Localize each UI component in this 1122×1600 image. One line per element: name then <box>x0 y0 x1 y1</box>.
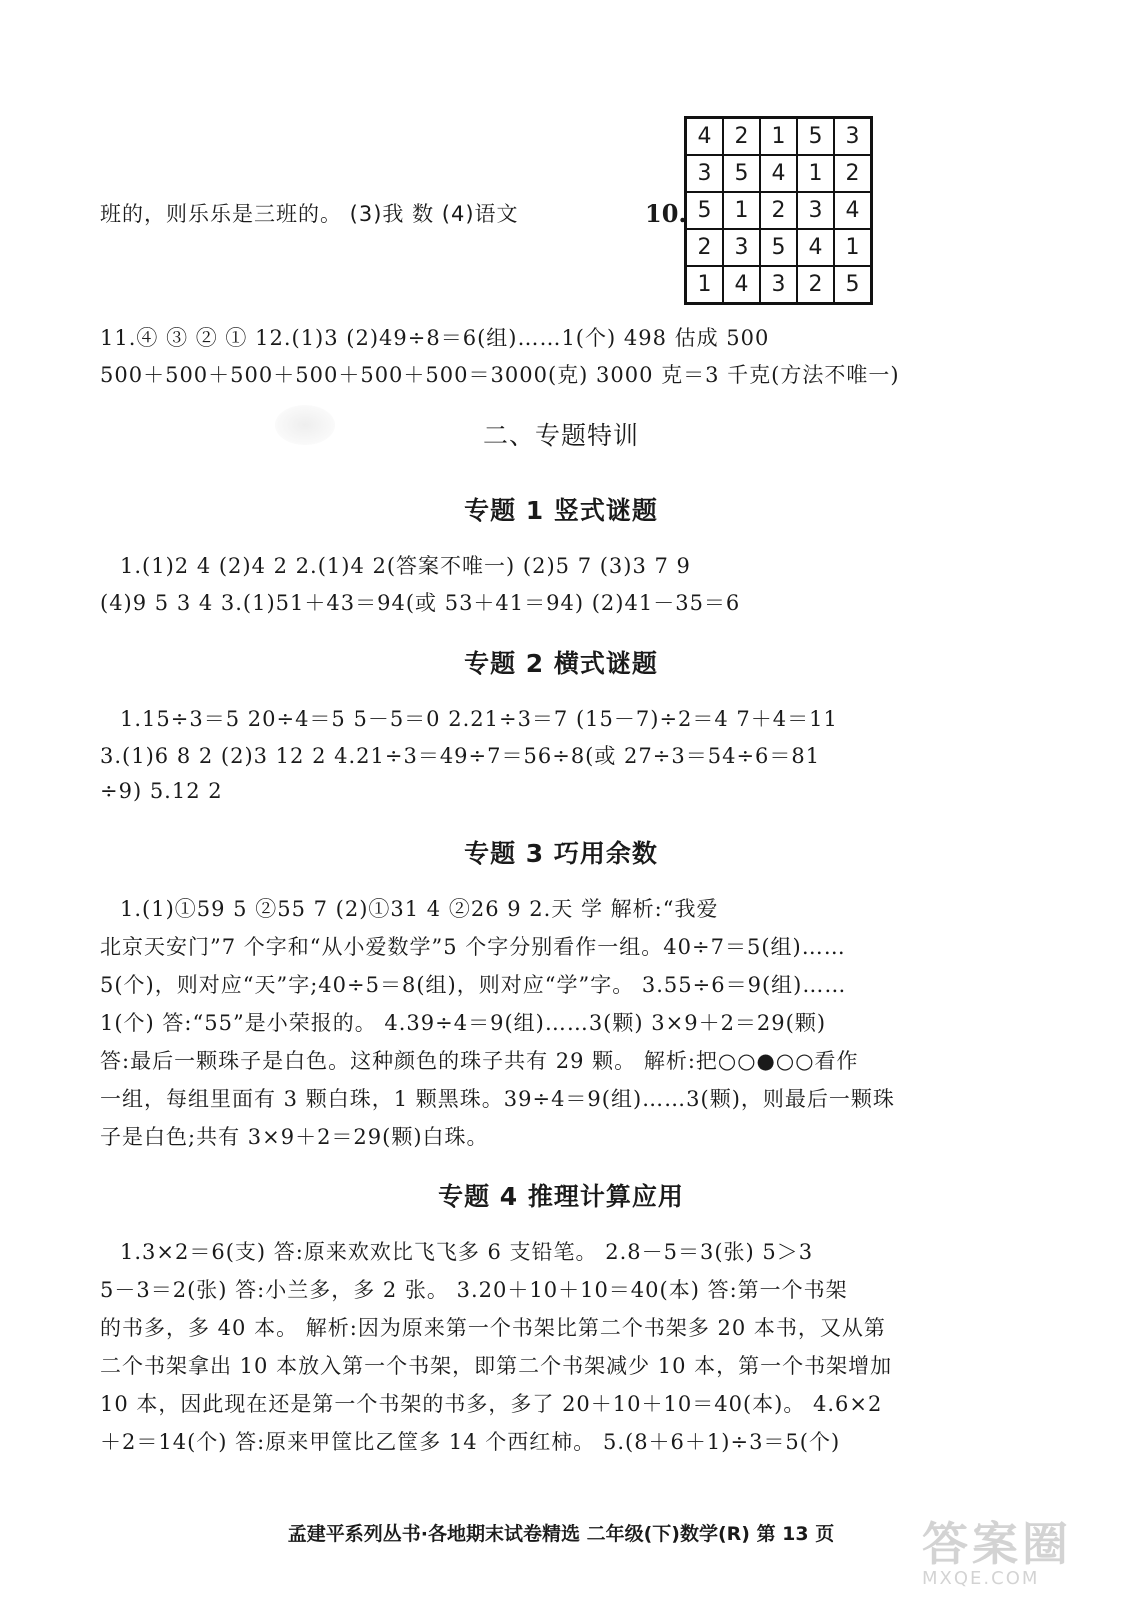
watermark-url: MXQE.COM <box>922 1568 1040 1589</box>
grid-cell: 5 <box>686 192 724 229</box>
topic-2-line: 3.(1)6 8 2 (2)3 12 2 4.21÷3＝49÷7＝56÷8(或 27÷3＝54÷6＝81 <box>100 744 821 768</box>
topic-3-line: 一组，每组里面有 3 颗白珠，1 颗黑珠。39÷4＝9(组)……3(颗)，则最后一颗珠 <box>100 1087 895 1111</box>
answer-line-3: 500＋500＋500＋500＋500＋500＝3000(克) 3000 克＝3 千克(方法不唯一) <box>100 363 900 387</box>
grid-cell: 2 <box>797 266 834 304</box>
topic-3-line: 北京天安门”7 个字和“从小爱数学”5 个字分别看作一组。40÷7＝5(组)…… <box>100 935 846 959</box>
grid-cell: 4 <box>797 229 834 266</box>
grid-cell: 5 <box>834 266 872 304</box>
grid-cell: 5 <box>760 229 797 266</box>
topic-3-line: 答:最后一颗珠子是白色。这种颜色的珠子共有 29 颗。 解析:把○○●○○看作 <box>100 1049 859 1073</box>
page-footer: 孟建平系列丛书·各地期末试卷精选 二年级(下)数学(R) 第 13 页 <box>287 1523 835 1545</box>
topic-4-line: ＋2＝14(个) 答:原来甲筐比乙筐多 14 个西红柿。 5.(8＋6＋1)÷3＝5(个) <box>100 1430 841 1454</box>
q10-label: 10. <box>645 199 687 228</box>
grid-cell: 4 <box>686 118 724 156</box>
topic-3-line: 1(个) 答:“55”是小荣报的。 4.39÷4＝9(组)……3(颗) 3×9＋2＝29(颗) <box>100 1011 827 1035</box>
topic-3-line: 子是白色;共有 3×9＋2＝29(颗)白珠。 <box>100 1125 489 1149</box>
grid-cell: 3 <box>834 118 872 156</box>
grid-cell: 3 <box>797 192 834 229</box>
grid-cell: 3 <box>686 155 724 192</box>
watermark-text: 答案圈 <box>922 1517 1072 1571</box>
grid-cell: 1 <box>686 266 724 304</box>
answer-line-1: 班的，则乐乐是三班的。 (3)我 数 (4)语文 <box>100 202 519 226</box>
topic-1-line: (4)9 5 3 4 3.(1)51＋43＝94(或 53＋41＝94) (2)41－35＝6 <box>100 591 741 615</box>
topic-2-title: 专题 2 横式谜题 <box>464 649 658 678</box>
grid-cell: 5 <box>797 118 834 156</box>
topic-2-line: 1.15÷3＝5 20÷4＝5 5－5＝0 2.21÷3＝7 (15－7)÷2＝4 7＋4＝11 <box>120 707 838 731</box>
topic-4-line: 1.3×2＝6(支) 答:原来欢欢比飞飞多 6 支铅笔。 2.8－5＝3(张) 5＞3 <box>120 1240 814 1264</box>
grid-cell: 1 <box>797 155 834 192</box>
grid-cell: 4 <box>834 192 872 229</box>
grid-cell: 4 <box>760 155 797 192</box>
grid-cell: 1 <box>760 118 797 156</box>
section-title: 二、专题特训 <box>482 421 639 450</box>
grid-cell: 2 <box>834 155 872 192</box>
grid-cell: 1 <box>723 192 760 229</box>
topic-1-line: 1.(1)2 4 (2)4 2 2.(1)4 2(答案不唯一) (2)5 7 (3)3 7 9 <box>120 554 691 578</box>
grid-cell: 3 <box>760 266 797 304</box>
grid-cell: 2 <box>723 118 760 156</box>
watermark-logo <box>922 1517 1102 1590</box>
topic-4-line: 5－3＝2(张) 答:小兰多，多 2 张。 3.20＋10＋10＝40(本) 答:第一个书架 <box>100 1278 848 1302</box>
topic-1-title: 专题 1 竖式谜题 <box>464 496 658 525</box>
answer-line-2: 11.④ ③ ② ① 12.(1)3 (2)49÷8＝6(组)……1(个) 498 估成 500 <box>100 326 770 350</box>
grid-cell: 1 <box>834 229 872 266</box>
topic-4-line: 的书多，多 40 本。 解析:因为原来第一个书架比第二个书架多 20 本书，又从第 <box>100 1316 886 1340</box>
topic-4-title: 专题 4 推理计算应用 <box>438 1182 684 1211</box>
topic-3-line: 5(个)，则对应“天”字;40÷5＝8(组)，则对应“学”字。 3.55÷6＝9(组)…… <box>100 973 847 997</box>
topic-3-title: 专题 3 巧用余数 <box>464 839 658 868</box>
answer-grid <box>684 116 873 305</box>
grid-cell: 4 <box>723 266 760 304</box>
grid-cell: 5 <box>723 155 760 192</box>
topic-4-line: 二个书架拿出 10 本放入第一个书架，即第二个书架减少 10 本，第一个书架增加 <box>100 1354 893 1378</box>
topic-4-line: 10 本，因此现在还是第一个书架的书多，多了 20＋10＋10＝40(本)。 4.6×2 <box>100 1392 883 1416</box>
grid-cell: 2 <box>760 192 797 229</box>
topic-3-line: 1.(1)①59 5 ②55 7 (2)①31 4 ②26 9 2.天 学 解析:“我爱 <box>120 897 719 921</box>
grid-cell: 2 <box>686 229 724 266</box>
topic-2-line: ÷9) 5.12 2 <box>100 779 223 803</box>
grid-cell: 3 <box>723 229 760 266</box>
